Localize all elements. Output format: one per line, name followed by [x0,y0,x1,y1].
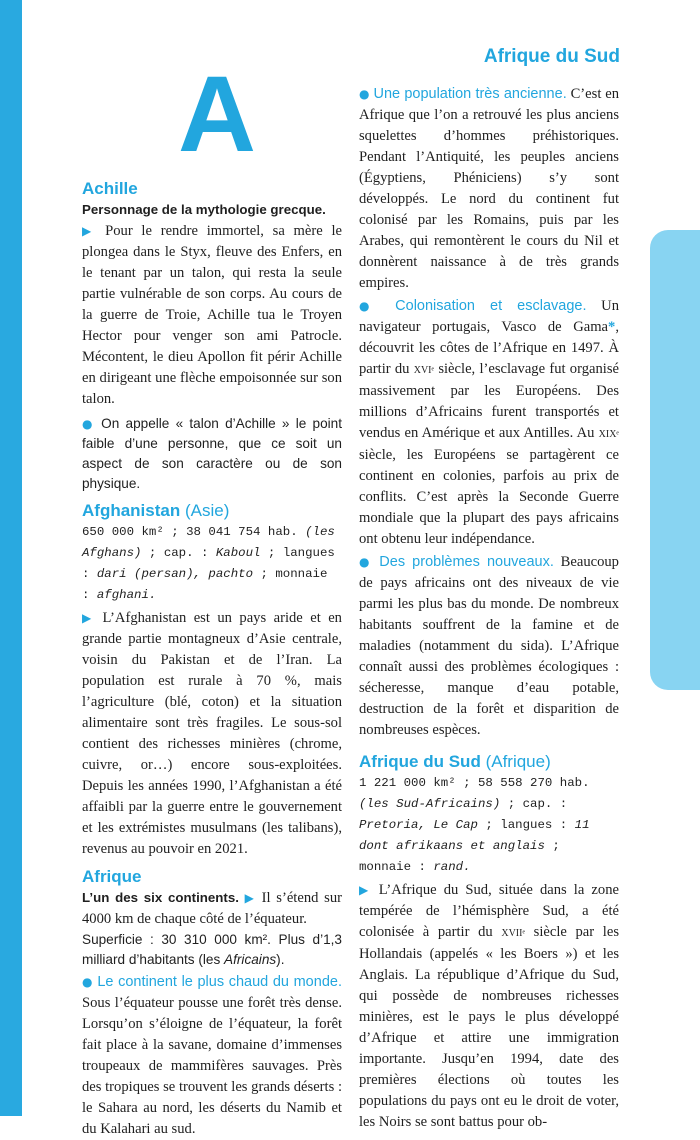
stat-languages: 11 dont afrikaans et anglais [359,818,590,853]
left-column [82,172,342,1140]
stat-capital-label: cap. : [163,546,209,560]
subsection-title: Une population très ancienne. [373,86,567,102]
entry-text: L’Afghanistan est un pays aride et en grande partie montagneux d’Asie centrale, voisin du Pakistan et de l’Iran. La population est rurale à 70 %, mais l’agriculture (blé, coton) et la situation alimentaire sont très fragiles. Le sous-sol contient des richesses minières (chrome, cuivre, or…) encore sous-exploitées. Depuis les années 1990, l’Afghanistan a été affaibli par la guerre entre le gouvernement et les extrémistes musulmans (les talibans), revenus au pouvoir en 2021. [82,610,342,857]
entry-body [82,608,342,860]
entry-title-afghanistan [82,500,342,522]
bullet-icon: ● [359,87,370,101]
stat-capital: Pretoria, Le Cap [359,818,478,832]
entry-title-achille: Achille [82,179,138,198]
subsection-title: Des problèmes nouveaux. [379,554,554,570]
running-head: Afrique du Sud [483,46,620,67]
bullet-icon: ● [82,417,95,431]
stat-demonym: (les Afghans) [82,525,335,560]
entry-body [359,880,619,1133]
continent-stats [82,930,342,970]
bullet-icon: ● [359,299,381,313]
note-text: On appelle « talon d’Achille » le point faible d’une personne, que ce soit un aspect de son caractère ou de son physique. [82,416,342,491]
subsection [359,296,619,550]
entry-definition: Personnage de la mythologie grecque. [82,202,326,217]
country-stats: 650 000 km² ; 38 041 754 hab. (les Afghans) ; cap. : Kaboul ; langues : dari (persan), pachto ; monnaie : afghani. [82,525,335,602]
stat-end: ). [276,952,285,967]
bullet-icon: ● [82,975,94,989]
stat-area: 1 221 000 km² [359,776,456,790]
entry-intro [82,888,342,930]
subsection-text: Beaucoup de pays africains ont des niveaux de vie parmi les plus bas du monde. De nombreux habitants souffrent de la famine et de maladies (notamment du sida). L’Afrique connaît aussi des problèmes écologiques : sécheresse, manque d’eau potable, destruction de la forêt et disparition de nombreuses espèces. [359,554,619,738]
entry-name: Afrique du Sud [359,752,481,771]
entry-text: Il s’étend sur 4000 km de chaque côté de l’équateur. [82,890,342,927]
entry-definition: L’un des six continents. [82,890,239,905]
stat-languages: dari (persan), pachto [96,567,254,581]
century-numeral: XVIIᵉ [501,928,526,939]
stat-languages-label: langues : [82,546,335,581]
entry-title-afrique: Afrique [82,867,142,886]
stat-area: 650 000 km² [82,525,164,539]
stat-population: 38 041 754 hab. [186,525,298,539]
stat-population: 58 558 270 hab. [477,776,590,790]
subsection-text: siècle, l’esclavage fut organisé massivement par les Européens. Des millions d’Africains furent transportés et vendus en Amérique et aux Antilles. Au [359,361,619,441]
stat-demonym: Africains [224,952,277,967]
entry-text: siècle par les Hollandais (appelés « les Boers ») et les Anglais. La république d’Afrique du Sud, qui possède de nombreuses richesses minières, est le pays le plus développé d’Afrique et attire une immigration importante. Jusqu’en 1994, date des premières élections où toutes les populations du pays ont eu le droit de voter, les Noirs se sont battus pour ob- [359,924,619,1130]
subsection-text: Sous l’équateur pousse une forêt très dense. Lorsqu’on s’éloigne de l’équateur, la forêt fait place à la savane, domaine d’immenses troupeaux de mammifères sauvages. Près des tropiques se trouvent les grands déserts : le Sahara au nord, les déserts du Namib et du Kalahari au sud. [82,995,342,1137]
subsection [359,552,619,741]
stat-money-label: monnaie : [359,860,426,874]
subsection-text: Un navigateur portugais, Vasco de Gama [359,298,619,335]
century-numeral: XIXᵉ [598,429,619,440]
left-margin-bar [0,0,22,1116]
right-column [359,84,619,1133]
section-letter: A [178,53,256,174]
subsection-text: C’est en Afrique que l’on a retrouvé les plus anciens squelettes d’hommes préhistoriques. Pendant l’Antiquité, les peuples anciens (Égyptiens, Phéniciens) s’y sont développés. Le nord du continent fut colonisé par les Romains, puis par les Arabes, qui remontèrent le cours du Nil et donnèrent naissance à de très grands empires. [359,86,619,291]
stat-text: Superficie : 30 310 000 km². Plus d’1,3 milliard d’habitants (les [82,932,342,967]
paragraph-marker-icon: ▶ [244,891,256,905]
paragraph-marker-icon: ▶ [82,611,96,625]
subsection [82,972,342,1140]
stat-languages-label: langues : [500,818,568,832]
subsection [359,84,619,294]
subsection-title: Colonisation et esclavage. [395,298,587,314]
paragraph-marker-icon: ▶ [82,224,97,238]
entry-region: (Afrique) [485,752,551,771]
century-numeral: XVIᵉ [413,365,435,376]
subsection-title: Le continent le plus chaud du monde. [97,974,342,990]
stat-capital: Kaboul [215,546,261,560]
entry-region: (Asie) [184,501,230,520]
bullet-icon: ● [359,555,373,569]
stat-demonym: (les Sud-Africains) [359,797,501,811]
entry-body [82,221,342,410]
stat-capital-label: cap. : [522,797,568,811]
country-stats: 1 221 000 km² ; 58 558 270 hab. (les Sud-Africains) ; cap. : Pretoria, Le Cap ; langues : 11 dont afrikaans et anglais ; monnaie : rand. [359,776,590,874]
entry-name: Afghanistan [82,501,181,520]
entry-text: L’Afrique du Sud, située dans la zone tempérée de l’hémisphère Sud, a été colonisée à partir du [359,882,619,940]
entry-text: Pour le rendre immortel, sa mère le plongea dans le Styx, fleuve des Enfers, en le tenant par un talon, qui resta la seule partie vulnérable de son corps. Au cours de la guerre de Troie, Achille tua le Troyen Hector pour venger son ami Patrocle. Mécontent, le dieu Apollon fit périr Achille en dirigeant une flèche empoisonnée sur son talon. [82,223,343,407]
cross-reference-star[interactable]: * [608,319,616,335]
stat-money: rand. [433,860,471,874]
stat-money-label: monnaie : [82,567,328,602]
entry-title-afrique-du-sud [359,751,619,773]
subsection-text: , découvrit les côtes de l’Afrique en 1497. À partir du [359,319,619,377]
subsection-text: siècle, les Européens se partagèrent ce continent en colonies, parfois au prix de conflits. C’est après la Seconde Guerre mondiale que la plupart des pays africains ont obtenu leur indépendance. [359,447,619,547]
stat-money: afghani. [96,588,157,602]
entry-note [82,414,342,494]
paragraph-marker-icon: ▶ [359,883,372,897]
thumb-index-tab[interactable] [650,230,700,690]
